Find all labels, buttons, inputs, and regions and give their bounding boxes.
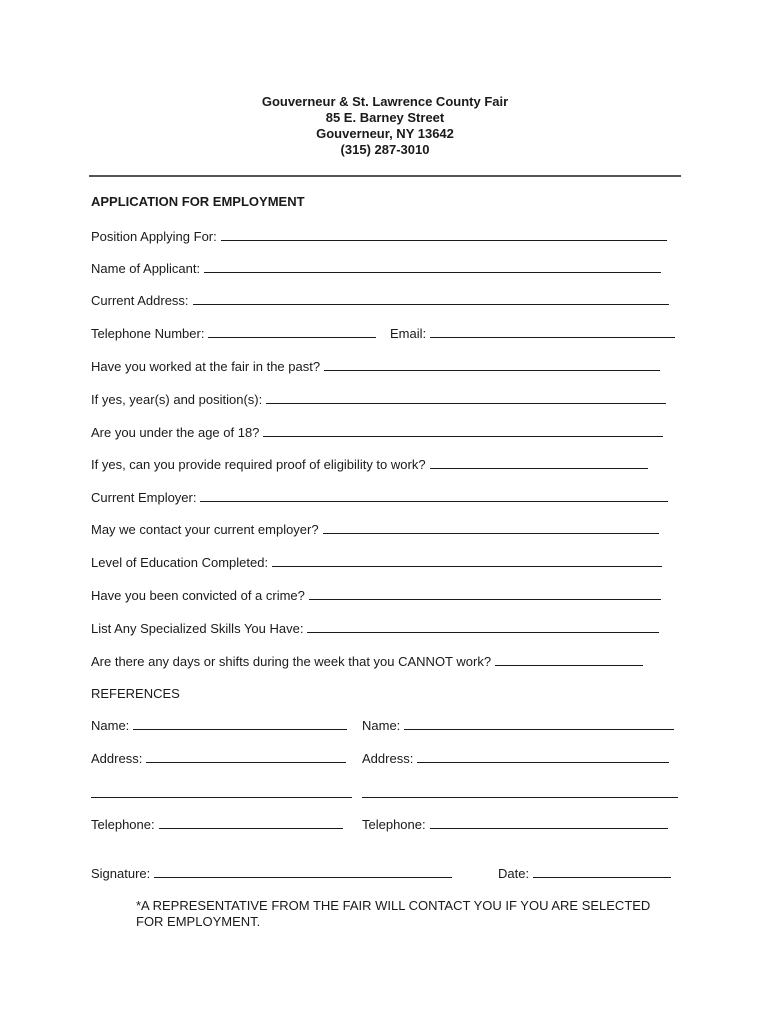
contact-employer-line[interactable]	[323, 522, 659, 534]
reference-1-telephone-line[interactable]	[159, 817, 343, 829]
contact-note: *A REPRESENTATIVE FROM THE FAIR WILL CONTACT YOU IF YOU ARE SELECTED FOR EMPLOYMENT.	[136, 898, 651, 929]
reference-2-address-line[interactable]	[417, 751, 669, 763]
reference-1-address-label: Address:	[91, 751, 143, 766]
reference-2-telephone-label: Telephone:	[362, 817, 426, 832]
signature-line[interactable]	[154, 866, 452, 878]
cannot-work-field[interactable]	[91, 654, 643, 670]
reference-1-name-line[interactable]	[133, 718, 347, 730]
reference-1-name-label: Name:	[91, 718, 130, 733]
organization-name: Gouverneur & St. Lawrence County Fair	[261, 94, 509, 109]
date-label: Date:	[498, 866, 530, 881]
applicant-name-field[interactable]	[91, 261, 661, 277]
reference-2-telephone-field[interactable]	[362, 817, 668, 833]
under-18-label: Are you under the age of 18?	[91, 425, 260, 440]
phone-number: (315) 287-3010	[340, 142, 430, 157]
education-label: Level of Education Completed:	[91, 555, 269, 570]
current-address-label: Current Address:	[91, 293, 189, 308]
years-positions-label: If yes, year(s) and position(s):	[91, 392, 263, 407]
convicted-line[interactable]	[309, 588, 661, 600]
current-address-line[interactable]	[193, 293, 669, 305]
current-address-field[interactable]	[91, 293, 669, 309]
contact-employer-label: May we contact your current employer?	[91, 522, 319, 537]
convicted-label: Have you been convicted of a crime?	[91, 588, 305, 603]
reference-1-name-field[interactable]	[91, 718, 347, 734]
proof-eligibility-field[interactable]	[91, 457, 648, 473]
position-field[interactable]	[91, 229, 667, 245]
fair-header	[90, 94, 680, 158]
reference-2-name-label: Name:	[362, 718, 401, 733]
street-address: 85 E. Barney Street	[325, 110, 445, 125]
telephone-label: Telephone Number:	[91, 326, 205, 341]
proof-eligibility-line[interactable]	[430, 457, 648, 469]
date-line[interactable]	[533, 866, 671, 878]
cannot-work-label: Are there any days or shifts during the week that you CANNOT work?	[91, 654, 492, 669]
years-positions-line[interactable]	[266, 392, 666, 404]
telephone-line[interactable]	[208, 326, 376, 338]
applicant-name-label: Name of Applicant:	[91, 261, 201, 276]
education-line[interactable]	[272, 555, 662, 567]
date-field[interactable]	[498, 866, 671, 882]
email-label: Email:	[390, 326, 427, 341]
reference-1-telephone-label: Telephone:	[91, 817, 155, 832]
reference-1-telephone-field[interactable]	[91, 817, 343, 833]
convicted-field[interactable]	[91, 588, 661, 604]
cannot-work-line[interactable]	[495, 654, 643, 666]
reference-2-address-field[interactable]	[362, 751, 669, 767]
skills-label: List Any Specialized Skills You Have:	[91, 621, 304, 636]
worked-before-line[interactable]	[324, 359, 660, 371]
under-18-field[interactable]	[91, 425, 663, 441]
reference-2-name-line[interactable]	[404, 718, 674, 730]
worked-before-field[interactable]	[91, 359, 660, 375]
email-line[interactable]	[430, 326, 675, 338]
reference-2-address-label: Address:	[362, 751, 414, 766]
skills-line[interactable]	[307, 621, 659, 633]
under-18-line[interactable]	[263, 425, 663, 437]
proof-eligibility-label: If yes, can you provide required proof of eligibility to work?	[91, 457, 426, 472]
years-positions-field[interactable]	[91, 392, 666, 408]
current-employer-label: Current Employer:	[91, 490, 197, 505]
header-divider	[89, 175, 681, 177]
position-line[interactable]	[221, 229, 667, 241]
reference-2-address-line-2[interactable]	[362, 797, 678, 798]
reference-2-name-field[interactable]	[362, 718, 674, 734]
reference-1-address-line[interactable]	[146, 751, 346, 763]
worked-before-label: Have you worked at the fair in the past?	[91, 359, 321, 374]
position-label: Position Applying For:	[91, 229, 217, 244]
reference-2-telephone-line[interactable]	[430, 817, 668, 829]
current-employer-field[interactable]	[91, 490, 668, 506]
education-field[interactable]	[91, 555, 662, 571]
reference-1-address-field[interactable]	[91, 751, 346, 767]
city-state-zip: Gouverneur, NY 13642	[316, 126, 454, 141]
applicant-name-line[interactable]	[204, 261, 661, 273]
signature-field[interactable]	[91, 866, 452, 882]
reference-1-address-line-2[interactable]	[91, 797, 352, 798]
contact-employer-field[interactable]	[91, 522, 659, 538]
telephone-field[interactable]	[91, 326, 376, 342]
current-employer-line[interactable]	[200, 490, 668, 502]
signature-label: Signature:	[91, 866, 151, 881]
email-field[interactable]	[390, 326, 675, 342]
skills-field[interactable]	[91, 621, 659, 637]
references-heading: REFERENCES	[91, 686, 180, 701]
form-title: APPLICATION FOR EMPLOYMENT	[91, 194, 305, 209]
